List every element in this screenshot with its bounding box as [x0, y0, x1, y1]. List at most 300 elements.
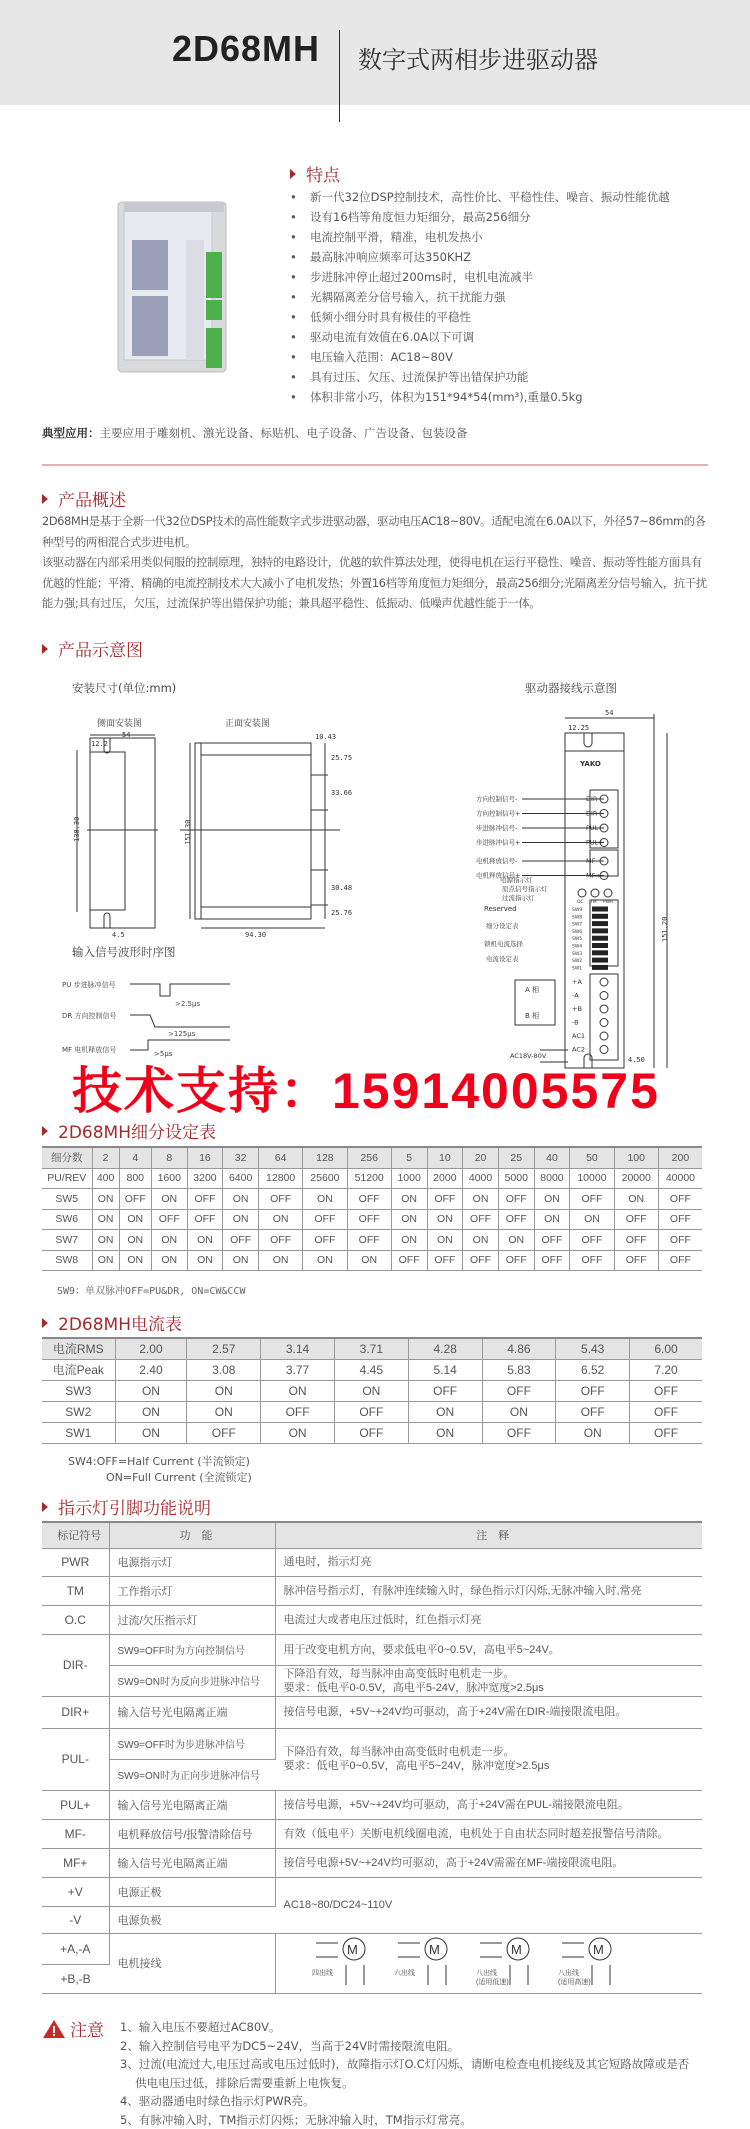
table-header-cell: 注 释 — [275, 1522, 702, 1548]
table-cell: OFF — [347, 1189, 391, 1210]
timing-pul-label: PU 步进脉冲信号 — [62, 981, 116, 989]
table-cell: OFF — [334, 1401, 408, 1422]
motor-wiring-label: (适用高速) — [557, 1978, 591, 1986]
table-cell: 电流RMS — [42, 1338, 115, 1359]
dip-switch — [592, 928, 608, 933]
switch-label: SW8 — [572, 915, 583, 921]
side-view-label: 侧面安装图 — [97, 719, 143, 729]
note-item: 1、输入电压不要超过AC80V。 — [120, 2020, 281, 2034]
model-title: 2D68MH — [171, 28, 320, 69]
table-cell: OFF — [259, 1189, 303, 1210]
table-cell: 3.71 — [334, 1338, 408, 1359]
table-cell: 4 — [119, 1147, 151, 1168]
overview-heading-text: 产品概述 — [58, 491, 126, 511]
dim-f4: 30.48 — [331, 884, 353, 892]
table-cell: ON — [259, 1209, 303, 1230]
triangle-marker-icon — [42, 1126, 48, 1136]
table-cell: ON — [151, 1250, 187, 1271]
table-cell: ON — [151, 1189, 187, 1210]
feature-text: 最高脉冲响应频率可达350KHZ — [310, 250, 472, 264]
mount-size-label: 安装尺寸(单位:mm) — [72, 681, 177, 695]
table-cell: 25600 — [303, 1168, 347, 1189]
table-cell: ON — [119, 1250, 151, 1271]
brand-logo-text: YAKO — [580, 760, 601, 768]
table-cell: 电流Peak — [42, 1359, 115, 1380]
table-cell: OFF — [347, 1209, 391, 1230]
table-cell: 400 — [92, 1168, 119, 1189]
switch-label: SW2 — [572, 959, 583, 965]
function-cell: 电源正极 — [109, 1877, 275, 1906]
table-cell: ON — [115, 1422, 187, 1443]
table-cell: OFF — [427, 1250, 463, 1271]
symbol-cell: PUL+ — [42, 1790, 109, 1819]
screw-terminal-icon — [600, 1005, 608, 1013]
table-cell: SW5 — [42, 1189, 92, 1210]
timing-t2: >125μs — [168, 1030, 196, 1038]
motor-wiring-label: 四出线 — [311, 1969, 333, 1977]
pin-label: MF+ — [586, 871, 601, 880]
function-cell: 电机释放信号/报警清除信号 — [109, 1819, 275, 1848]
table-cell: SW8 — [42, 1250, 92, 1271]
note-cell: 接信号电源+5V~+24V均可驱动，高于+24V需需在MF-端接限流电阻。 — [275, 1848, 702, 1877]
table-cell: OFF — [658, 1209, 702, 1230]
svg-text:M: M — [428, 1941, 440, 1957]
table-cell: SW6 — [42, 1209, 92, 1230]
screw-terminal-icon — [600, 1019, 608, 1027]
led-name: PWR — [603, 900, 614, 905]
feature-item — [290, 267, 670, 287]
table-cell: ON — [391, 1209, 427, 1230]
table-cell: SW7 — [42, 1230, 92, 1251]
timing-mf-label: MF 电机释放信号 — [62, 1046, 117, 1054]
overview-heading — [42, 486, 126, 511]
table-row — [42, 1168, 702, 1189]
table-cell: 5000 — [498, 1168, 534, 1189]
table-cell: ON — [187, 1380, 261, 1401]
dim-wiring-offset: 12.25 — [568, 724, 590, 732]
bullet-icon: • — [290, 330, 297, 344]
table-cell: OFF — [334, 1422, 408, 1443]
dim-front-width: 94.30 — [245, 931, 267, 939]
table-cell: ON — [259, 1250, 303, 1271]
screw-terminal-icon — [600, 978, 608, 986]
tech-support-watermark: 技术支持：15914005575 — [72, 1063, 660, 1119]
timing-t1: >2.5μs — [175, 1000, 201, 1008]
current-table — [42, 1337, 702, 1444]
table-row — [42, 1209, 702, 1230]
table-cell: OFF — [556, 1401, 630, 1422]
dip-switch — [592, 958, 608, 963]
table-cell: ON — [534, 1189, 570, 1210]
table-cell: ON — [187, 1401, 261, 1422]
table-cell: ON — [223, 1209, 259, 1230]
function-cell: 输入信号光电隔离正端 — [109, 1790, 275, 1819]
table-cell: OFF — [614, 1250, 658, 1271]
dim-f2: 25.75 — [331, 754, 353, 762]
current-setting-label: 电流设定表 — [486, 955, 519, 963]
power-pin-label: -B — [572, 1018, 579, 1027]
table-cell: 3.77 — [261, 1359, 335, 1380]
table-cell: ON — [261, 1380, 335, 1401]
motor-diagram — [312, 1938, 365, 1985]
triangle-marker-icon — [42, 1318, 48, 1328]
table-cell: OFF — [614, 1230, 658, 1251]
pin-label: DIR+ — [586, 809, 603, 818]
table-header-row — [42, 1338, 702, 1359]
feature-item — [290, 187, 670, 207]
note-cell: 有效（低电平）关断电机线圈电流，电机处于自由状态同时超差报警信号清除。 — [275, 1819, 702, 1848]
table-cell: 64 — [259, 1147, 303, 1168]
note-cell: 通电时，指示灯亮 — [275, 1548, 702, 1576]
feature-text: 光耦隔离差分信号输入，抗干扰能力强 — [310, 290, 506, 304]
table-cell: OFF — [498, 1209, 534, 1230]
table-cell: ON — [115, 1401, 187, 1422]
table-cell: 800 — [119, 1168, 151, 1189]
motor-diagram — [394, 1938, 447, 1985]
table-cell: 40 — [534, 1147, 570, 1168]
wiring-signal-label: 电机释放信号+ — [476, 871, 521, 880]
note-cell: 电流过大或者电压过低时，红色指示灯亮 — [275, 1605, 702, 1634]
table-cell: ON — [463, 1189, 499, 1210]
triangle-marker-icon — [42, 494, 48, 504]
table-cell: 100 — [614, 1147, 658, 1168]
feature-text: 低频小细分时具有极佳的平稳性 — [310, 310, 471, 324]
table-cell: 2 — [92, 1147, 119, 1168]
table-row — [42, 1230, 702, 1251]
note-cell: 下降沿有效，每当脉冲由高变低时电机走一步。 要求：低电平0~0.5V，高电平5~24V，脉冲宽度>2.5μs — [275, 1728, 702, 1790]
dim-f3: 33.66 — [331, 789, 353, 797]
table-cell: 2.40 — [115, 1359, 187, 1380]
table-cell: 2.57 — [187, 1338, 261, 1359]
table-row — [42, 1790, 702, 1819]
subdivision-heading-text: 2D68MH细分设定表 — [58, 1123, 216, 1143]
reserved-label: Reserved — [484, 905, 517, 913]
function-cell: SW9=ON时为反向步进脉冲信号 — [109, 1665, 275, 1696]
led-indicator-icon — [578, 889, 586, 897]
dim-wiring-width: 54 — [605, 709, 614, 717]
dip-switch — [592, 965, 608, 970]
feature-item — [290, 347, 670, 367]
table-cell: OFF — [556, 1380, 630, 1401]
table-row — [42, 1665, 702, 1696]
table-cell: ON — [427, 1209, 463, 1230]
pin-label: MF- — [586, 857, 598, 865]
mounting-drawing — [60, 730, 360, 940]
screw-terminal-icon — [600, 1046, 608, 1054]
table-cell: OFF — [259, 1230, 303, 1251]
table-cell: ON — [534, 1209, 570, 1230]
indicator-heading-text: 指示灯引脚功能说明 — [58, 1499, 211, 1519]
table-cell: OFF — [658, 1230, 702, 1251]
table-cell: OFF — [463, 1250, 499, 1271]
table-cell: OFF — [187, 1422, 261, 1443]
pin-label: PUL- — [586, 824, 601, 832]
wiring-diagram-label: 驱动器接线示意图 — [525, 681, 617, 695]
table-cell: 4.86 — [482, 1338, 556, 1359]
table-cell: OFF — [261, 1401, 335, 1422]
dim-side-width: 54 — [122, 731, 131, 739]
table-cell: ON — [92, 1189, 119, 1210]
table-cell: OFF — [498, 1189, 534, 1210]
indicator-heading — [42, 1494, 211, 1519]
ac-input-label: AC18V-80V — [510, 1052, 547, 1060]
table-cell: ON — [151, 1230, 187, 1251]
led-indicator-icon — [604, 889, 612, 897]
subdivision-heading — [42, 1118, 216, 1143]
table-cell: SW3 — [42, 1380, 115, 1401]
pin-label: DIR- — [586, 795, 600, 803]
screw-terminal-icon — [600, 992, 608, 1000]
table-row — [42, 1877, 702, 1906]
dim-side-offset: 12.2 — [91, 740, 108, 748]
table-cell: OFF — [482, 1380, 556, 1401]
triangle-marker-icon — [42, 644, 48, 654]
table-cell: 20000 — [614, 1168, 658, 1189]
table-cell: OFF — [614, 1209, 658, 1230]
motor-wiring-label: 八出线 — [557, 1969, 579, 1977]
power-pin-label: AC1 — [572, 1032, 586, 1040]
table-cell: 6.00 — [630, 1338, 702, 1359]
feature-item — [290, 327, 670, 347]
note-cell: 脉冲信号指示灯，有脉冲连续输入时，绿色指示灯闪烁,无脉冲输入时,常亮 — [275, 1576, 702, 1605]
table-cell: ON — [303, 1250, 347, 1271]
dim-f5: 25.76 — [331, 909, 353, 917]
table-cell: 25 — [498, 1147, 534, 1168]
notes-heading — [42, 2016, 104, 2041]
table-cell: ON — [463, 1230, 499, 1251]
bullet-icon: • — [290, 370, 297, 384]
feature-text: 电压输入范围：AC18~80V — [310, 350, 453, 364]
table-cell: 8 — [151, 1147, 187, 1168]
table-cell: 3.08 — [187, 1359, 261, 1380]
note-cell: 接信号电源，+5V~+24V均可驱动，高于+24V需在DIR-端接限流电阻。 — [275, 1696, 702, 1728]
front-view-label: 正面安装图 — [225, 719, 271, 729]
notes-heading-text: 注意 — [70, 2021, 104, 2041]
table-cell: OFF — [187, 1189, 223, 1210]
note-cell: AC18~80/DC24~110V — [275, 1877, 702, 1933]
function-cell: SW9=OFF时为步进脉冲信号 — [109, 1728, 275, 1759]
subdivision-setting-label: 细分设定表 — [486, 922, 519, 930]
dim-f1: 10.43 — [315, 733, 337, 741]
table-cell: 200 — [658, 1147, 702, 1168]
table-row — [42, 1401, 702, 1422]
table-cell: 1600 — [151, 1168, 187, 1189]
table-cell: ON — [92, 1250, 119, 1271]
switch-label: SW1 — [572, 966, 583, 972]
table-cell: ON — [408, 1401, 482, 1422]
table-row — [42, 1634, 702, 1665]
function-cell: 输入信号光电隔离正端 — [109, 1696, 275, 1728]
dim-side-height: 138.30 — [73, 816, 81, 842]
function-cell: 电源负极 — [109, 1906, 275, 1933]
bullet-icon: • — [290, 250, 297, 264]
application-text: 主要应用于雕刻机、激光设备、标贴机、电子设备、广告设备、包装设备 — [99, 426, 468, 440]
table-row — [42, 1422, 702, 1443]
feature-item — [290, 287, 670, 307]
table-cell: 6.52 — [556, 1359, 630, 1380]
table-header-row — [42, 1522, 702, 1548]
table-cell: ON — [223, 1189, 259, 1210]
timing-diagram-label: 输入信号波形时序图 — [72, 945, 176, 959]
wiring-diagram — [440, 700, 740, 1070]
triangle-marker-icon — [42, 1502, 48, 1512]
table-cell: ON — [334, 1380, 408, 1401]
overview-paragraph-2: 该驱动器在内部采用类似伺服的控制原理，独特的电路设计，优越的软件算法处理，使得电机在运行平稳性、噪音、振动等性能方面具有优越的性能；平滑、精确的电流控制技术大大减小了电机发热；外置16档等角度恒力矩细分，最高256细分;光隔离差分信号输入，抗干扰能力强;具有过压，欠压，过流保护等出错保护功能；兼具超平稳性、低振动、低噪声优越性能于一体。 — [42, 556, 707, 610]
table-cell: ON — [223, 1250, 259, 1271]
feature-item — [290, 367, 670, 387]
svg-text:M: M — [592, 1941, 604, 1957]
table-cell: OFF — [534, 1250, 570, 1271]
table-cell: OFF — [223, 1230, 259, 1251]
table-cell: 5.83 — [482, 1359, 556, 1380]
note-cell: 用于改变电机方向，要求低电平0~0.5V，高电平5~24V。 — [275, 1634, 702, 1665]
table-cell: OFF — [570, 1250, 614, 1271]
dip-switch — [592, 950, 608, 955]
table-cell: ON — [92, 1209, 119, 1230]
symbol-cell: DIR- — [42, 1634, 109, 1696]
table-cell: 5 — [391, 1147, 427, 1168]
table-row — [42, 1548, 702, 1576]
table-cell: OFF — [347, 1230, 391, 1251]
table-cell: ON — [556, 1422, 630, 1443]
table-cell: 1000 — [391, 1168, 427, 1189]
table-row — [42, 1848, 702, 1877]
phase-a-label: A 相 — [525, 986, 540, 994]
table-cell: 12800 — [259, 1168, 303, 1189]
table-cell: 3200 — [187, 1168, 223, 1189]
dip-switch — [592, 936, 608, 941]
feature-text: 步进脉冲停止超过200ms时，电机电流减半 — [310, 270, 534, 284]
table-cell: 20 — [463, 1147, 499, 1168]
motor-wiring-cell — [275, 1933, 702, 1993]
table-cell: SW2 — [42, 1401, 115, 1422]
features-heading-text: 特点 — [306, 166, 340, 186]
motor-diagram — [558, 1938, 611, 1986]
dim-side-slot: 4.5 — [112, 931, 125, 939]
table-cell: 5.14 — [408, 1359, 482, 1380]
table-header-row — [42, 1147, 702, 1168]
table-cell: 40000 — [658, 1168, 702, 1189]
triangle-marker-icon — [290, 169, 296, 179]
dip-switch — [592, 943, 608, 948]
note-item: 3、过流(电流过大,电压过高或电压过低时)，故障指示灯O.C灯闪烁，请断电检查电机接线及其它短路故障或是否 供电电压过低，排除后需要重新上电恢复。 — [120, 2057, 690, 2090]
symbol-cell: MF- — [42, 1819, 109, 1848]
table-cell: ON — [391, 1230, 427, 1251]
table-cell: OFF — [570, 1189, 614, 1210]
svg-text:M: M — [346, 1941, 358, 1957]
motor-wiring-label: 八出线 — [475, 1969, 497, 1977]
sw9-note: SW9：单双脉冲OFF=PU&DR, ON=CW&CCW — [57, 1286, 246, 1297]
dip-switch — [592, 921, 608, 926]
table-cell: ON — [119, 1209, 151, 1230]
bullet-icon: • — [290, 230, 297, 244]
symbol-cell: TM — [42, 1576, 109, 1605]
bullet-icon: • — [290, 270, 297, 284]
wiring-signal-label: 电机释放信号- — [476, 857, 518, 865]
table-cell: OFF — [630, 1380, 702, 1401]
bullet-icon: • — [290, 210, 297, 224]
table-cell: OFF — [570, 1230, 614, 1251]
timing-dir-label: DR 方向控制信号 — [62, 1012, 117, 1020]
current-heading-text: 2D68MH电流表 — [58, 1315, 182, 1335]
symbol-cell: +B,-B — [42, 1964, 109, 1993]
table-cell: OFF — [427, 1189, 463, 1210]
table-cell: ON — [570, 1209, 614, 1230]
symbol-cell: +V — [42, 1877, 109, 1906]
function-cell: 电源指示灯 — [109, 1548, 275, 1576]
table-cell: 51200 — [347, 1168, 391, 1189]
switch-label: SW6 — [572, 929, 583, 935]
table-cell: ON — [614, 1189, 658, 1210]
note-cell: 下降沿有效，每当脉冲由高变低时电机走一步。 要求：低电平0-0.5V，高电平5-24V，脉冲宽度>2.5μs — [275, 1665, 702, 1696]
feature-text: 具有过压、欠压、过流保护等出错保护功能 — [310, 370, 529, 384]
symbol-cell: DIR+ — [42, 1696, 109, 1728]
function-cell: 电机接线 — [109, 1933, 275, 1993]
notes-list — [120, 2018, 689, 2129]
table-cell: OFF — [303, 1230, 347, 1251]
table-cell: ON — [408, 1422, 482, 1443]
power-pin-label: -A — [572, 991, 579, 1000]
switch-label: SW9 — [572, 908, 583, 913]
overview-paragraph-1: 2D68MH是基于全新一代32位DSP技术的高性能数字式步进驱动器，驱动电压AC18~80V。适配电流在6.0A以下，外径57~86mm的各种型号的两相混合式步进电机。 — [42, 515, 706, 549]
table-cell: OFF — [187, 1209, 223, 1230]
table-cell: 7.20 — [630, 1359, 702, 1380]
table-cell: 4000 — [463, 1168, 499, 1189]
table-cell: ON — [187, 1230, 223, 1251]
timing-t3: >5μs — [154, 1050, 173, 1058]
features-heading — [290, 161, 340, 186]
table-header-cell: 功 能 — [109, 1522, 275, 1548]
table-cell: 32 — [223, 1147, 259, 1168]
motor-diagram — [476, 1938, 529, 1986]
table-cell: OFF — [534, 1230, 570, 1251]
table-header-cell: 标记符号 — [42, 1522, 109, 1548]
switch-label: SW7 — [572, 922, 583, 928]
indicator-table — [42, 1521, 702, 1994]
wiring-signal-label: 方向控制信号+ — [476, 809, 521, 818]
schematic-heading-text: 产品示意图 — [58, 641, 143, 661]
features-list — [290, 187, 670, 407]
table-cell: SW1 — [42, 1422, 115, 1443]
table-row — [42, 1189, 702, 1210]
feature-item — [290, 207, 670, 227]
table-cell: OFF — [498, 1250, 534, 1271]
schematic-heading — [42, 636, 143, 661]
dip-switch — [592, 907, 608, 912]
table-cell: ON — [498, 1230, 534, 1251]
power-pin-label: +B — [572, 1005, 582, 1013]
table-cell: 50 — [570, 1147, 614, 1168]
table-cell: 256 — [347, 1147, 391, 1168]
sw4-note-2: ON=Full Current (全流锁定) — [106, 1471, 252, 1484]
table-cell: OFF — [630, 1401, 702, 1422]
table-cell: ON — [427, 1230, 463, 1251]
table-cell: ON — [261, 1422, 335, 1443]
feature-text: 设有16档等角度恒力矩细分，最高256细分 — [310, 210, 531, 224]
table-row — [42, 1576, 702, 1605]
svg-text:M: M — [510, 1941, 522, 1957]
table-cell: PU/REV — [42, 1168, 92, 1189]
table-cell: 128 — [303, 1147, 347, 1168]
symbol-cell: O.C — [42, 1605, 109, 1634]
dip-switch — [592, 914, 608, 919]
led-label-oc: 过流指示灯 — [502, 894, 535, 902]
table-row — [42, 1728, 702, 1759]
timing-diagram — [60, 960, 250, 1058]
table-cell: 16 — [187, 1147, 223, 1168]
feature-text: 电流控制平滑，精准，电机发热小 — [310, 230, 483, 244]
bullet-icon: • — [290, 190, 297, 204]
